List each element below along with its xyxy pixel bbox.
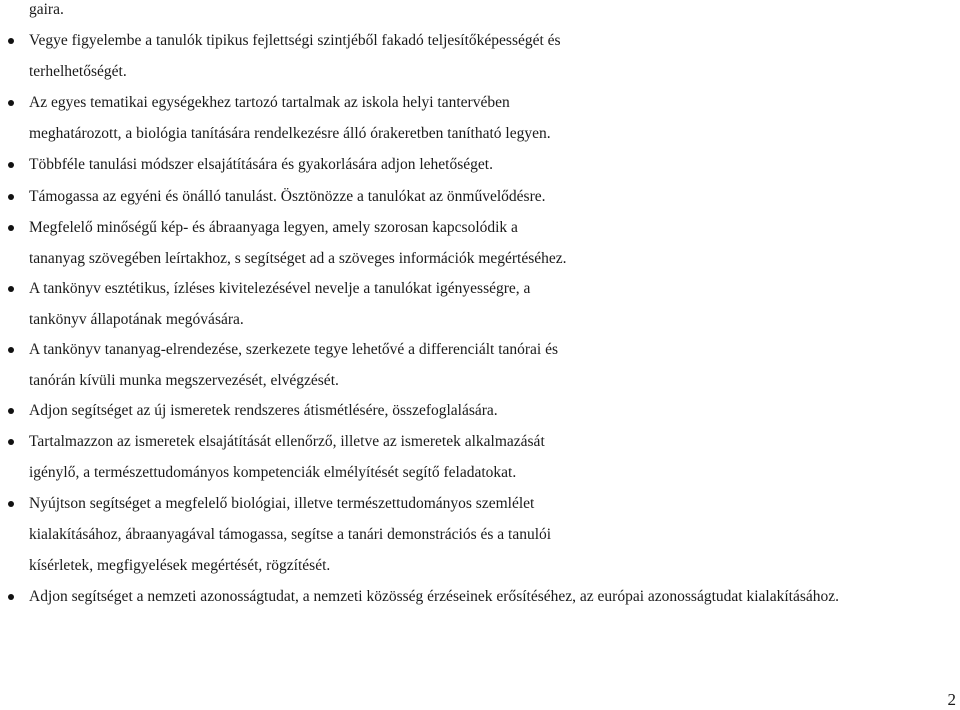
text-line: Az egyes tematikai egységekhez tartozó tartalmak az iskola helyi tantervében — [29, 94, 510, 111]
text-line: kísérletek, megfigyelések megértését, rögzítését. — [29, 557, 331, 574]
text-line: A tankönyv esztétikus, ízléses kivitelezésével nevelje a tanulókat igényességre, a — [29, 280, 531, 297]
text-line: igénylő, a természettudományos kompetenciák elmélyítését segítő feladatokat. — [29, 464, 517, 481]
bullet-icon — [8, 439, 14, 445]
bullet-icon — [8, 162, 14, 168]
bullet-icon — [8, 594, 14, 600]
bullet-icon — [8, 501, 14, 507]
text-line: Nyújtson segítséget a megfelelő biológiai, illetve természettudományos szemlélet — [29, 495, 535, 512]
bullet-icon — [8, 38, 14, 44]
text-line: tankönyv állapotának megóvására. — [29, 311, 244, 328]
text-line: Tartalmazzon az ismeretek elsajátítását ellenőrző, illetve az ismeretek alkalmazását — [29, 433, 545, 450]
text-line: tanórán kívüli munka megszervezését, elvégzését. — [29, 372, 339, 389]
page-number: 2 — [947, 690, 956, 709]
text-line: A tankönyv tananyag-elrendezése, szerkezete tegye lehetővé a differenciált tanórai és — [29, 341, 559, 358]
text-line: kialakításához, ábraanyagával támogassa, segítse a tanári demonstrációs és a tanulói — [29, 526, 552, 543]
text-line: Megfelelő minőségű kép- és ábraanyaga legyen, amely szorosan kapcsolódik a — [29, 219, 518, 236]
bullet-icon — [8, 100, 14, 106]
text-line: terhelhetőségét. — [29, 63, 127, 80]
bullet-icon — [8, 286, 14, 292]
text-line: Többféle tanulási módszer elsajátítására és gyakorlására adjon lehetőséget. — [29, 156, 493, 173]
bullet-icon — [8, 408, 14, 414]
text-line: Adjon segítséget az új ismeretek rendszeres átismétlésére, összefoglalására. — [29, 402, 498, 419]
text-line: Támogassa az egyéni és önálló tanulást. Ösztönözze a tanulókat az önművelődésre. — [29, 188, 546, 205]
text-line: Adjon segítséget a nemzeti azonosságtudat, a nemzeti közösség érzéseinek erősítéséhez, az európai azonosságtudat kialakításához. — [29, 588, 839, 605]
text-line: Vegye figyelembe a tanulók tipikus fejlettségi szintjéből fakadó teljesítőképességét és — [29, 32, 561, 49]
text-line: gaira. — [29, 1, 64, 18]
bullet-icon — [8, 347, 14, 353]
text-line: meghatározott, a biológia tanítására rendelkezésre álló órakeretben tanítható legyen. — [29, 125, 551, 142]
text-line: tananyag szövegében leírtakhoz, s segítséget ad a szöveges információk megértéséhez. — [29, 250, 567, 267]
bullet-icon — [8, 194, 14, 200]
bullet-icon — [8, 225, 14, 231]
